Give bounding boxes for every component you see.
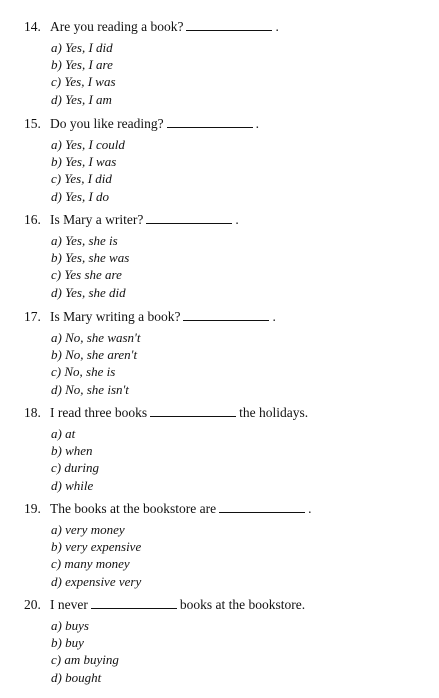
question-number: 15.: [24, 116, 41, 131]
question-20: [24, 596, 429, 686]
question-text: The books at the bookstore are: [50, 501, 217, 516]
question-text-after: books at the bookstore.: [179, 597, 306, 612]
question-text: I never: [50, 597, 88, 612]
answer-blank[interactable]: [219, 500, 305, 513]
question-stem: [24, 115, 429, 133]
answer-option-d[interactable]: d) Yes, I am: [51, 91, 112, 107]
question-number: 17.: [24, 309, 41, 324]
question-16: [24, 211, 429, 301]
answer-option-d[interactable]: d) No, she isn't: [51, 381, 129, 397]
question-stem: [24, 211, 429, 229]
answer-options: [24, 136, 429, 205]
question-number: 18.: [24, 405, 41, 420]
question-15: [24, 115, 429, 205]
answer-option-c[interactable]: c) Yes she are: [51, 267, 122, 283]
answer-option-b[interactable]: b) No, she aren't: [51, 347, 138, 363]
answer-option-d[interactable]: d) bought: [51, 669, 102, 685]
answer-options: [24, 425, 429, 494]
question-text: Is Mary writing a book?: [50, 309, 181, 324]
answer-options: [24, 39, 429, 108]
answer-option-c[interactable]: c) am buying: [51, 652, 119, 668]
answer-option-b[interactable]: b) Yes, I was: [51, 154, 117, 170]
answer-option-a[interactable]: a) at: [51, 426, 76, 441]
answer-option-d[interactable]: d) expensive very: [51, 573, 142, 589]
answer-option-d[interactable]: d) while: [51, 477, 94, 493]
question-text: Are you reading a book?: [50, 19, 184, 34]
answer-option-a[interactable]: a) very money: [51, 522, 125, 537]
answer-blank[interactable]: [146, 211, 232, 224]
question-number: 20.: [24, 597, 41, 612]
answer-option-c[interactable]: c) many money: [51, 556, 130, 572]
question-stem: [24, 308, 429, 326]
answer-option-b[interactable]: b) when: [51, 443, 93, 459]
answer-option-a[interactable]: a) No, she wasn't: [51, 330, 141, 345]
answer-blank[interactable]: [150, 404, 236, 417]
answer-option-c[interactable]: c) No, she is: [51, 364, 116, 380]
answer-option-c[interactable]: c) during: [51, 460, 100, 476]
question-stem: [24, 18, 429, 36]
answer-blank[interactable]: [91, 596, 177, 609]
question-text-after: .: [275, 19, 279, 34]
question-17: [24, 308, 429, 398]
answer-options: [24, 617, 429, 686]
question-text-after: .: [272, 309, 276, 324]
question-text: Do you like reading?: [50, 116, 164, 131]
question-text-after: .: [255, 116, 259, 131]
question-number: 19.: [24, 501, 41, 516]
answer-options: [24, 232, 429, 301]
question-stem: [24, 500, 429, 518]
answer-options: [24, 521, 429, 590]
question-19: [24, 500, 429, 590]
question-stem: [24, 404, 429, 422]
question-text-after: .: [235, 212, 239, 227]
answer-option-b[interactable]: b) Yes, I are: [51, 57, 113, 73]
answer-options: [24, 329, 429, 398]
answer-option-c[interactable]: c) Yes, I did: [51, 171, 112, 187]
answer-blank[interactable]: [186, 18, 272, 31]
answer-option-d[interactable]: d) Yes, I do: [51, 188, 110, 204]
answer-option-a[interactable]: a) Yes, she is: [51, 233, 118, 248]
question-text: Is Mary a writer?: [50, 212, 144, 227]
question-text-after: .: [308, 501, 312, 516]
answer-option-c[interactable]: c) Yes, I was: [51, 74, 116, 90]
question-number: 16.: [24, 212, 41, 227]
answer-option-a[interactable]: a) Yes, I did: [51, 40, 113, 55]
answer-blank[interactable]: [183, 308, 269, 321]
question-14: [24, 18, 429, 108]
question-text-after: the holidays.: [239, 405, 309, 420]
answer-option-b[interactable]: b) Yes, she was: [51, 250, 130, 266]
answer-option-a[interactable]: a) Yes, I could: [51, 137, 125, 152]
question-stem: [24, 596, 429, 614]
answer-option-b[interactable]: b) buy: [51, 635, 84, 651]
question-18: [24, 404, 429, 494]
answer-blank[interactable]: [167, 115, 253, 128]
answer-option-b[interactable]: b) very expensive: [51, 539, 142, 555]
answer-option-d[interactable]: d) Yes, she did: [51, 284, 126, 300]
question-text: I read three books: [50, 405, 148, 420]
question-number: 14.: [24, 19, 41, 34]
answer-option-a[interactable]: a) buys: [51, 618, 89, 633]
